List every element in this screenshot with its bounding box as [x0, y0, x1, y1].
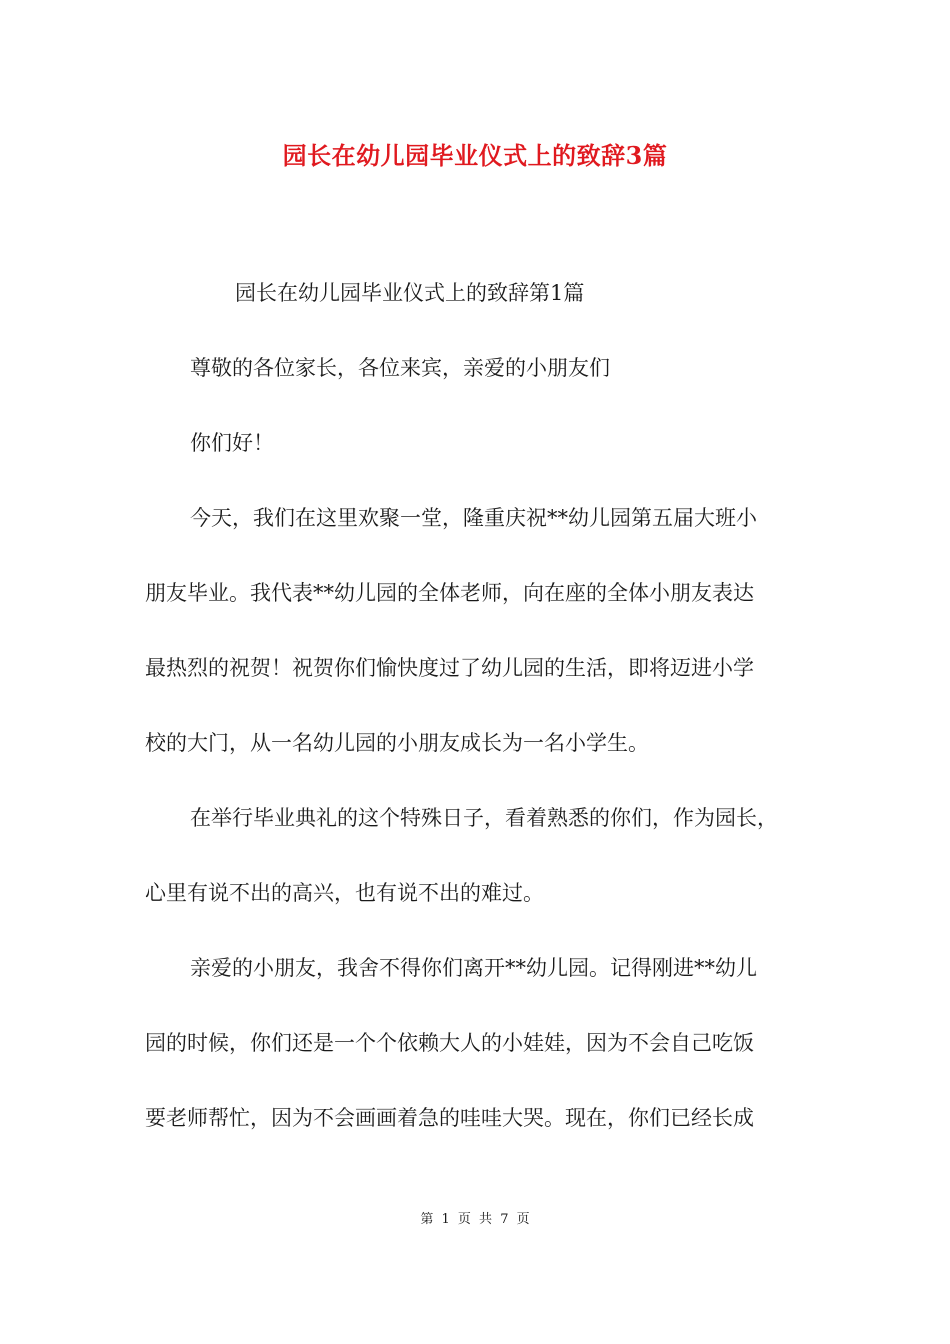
- paragraph-line: 心里有说不出的高兴，也有说不出的难过。: [145, 881, 544, 905]
- salutation: 尊敬的各位家长，各位来宾，亲爱的小朋友们: [190, 356, 610, 380]
- document-title: 园长在幼儿园毕业仪式上的致辞3篇: [282, 141, 668, 170]
- paragraph-line: 亲爱的小朋友，我舍不得你们离开**幼儿园。记得刚进**幼儿: [190, 956, 757, 980]
- paragraph-line: 校的大门，从一名幼儿园的小朋友成长为一名小学生。: [145, 731, 649, 755]
- greeting: 你们好！: [190, 431, 274, 455]
- paragraph-line: 最热烈的祝贺！祝贺你们愉快度过了幼儿园的生活，即将迈进小学: [145, 656, 754, 680]
- paragraph-line: 要老师帮忙，因为不会画画着急的哇哇大哭。现在，你们已经长成: [145, 1106, 754, 1130]
- paragraph-line: 园的时候，你们还是一个个依赖大人的小娃娃，因为不会自己吃饭: [145, 1031, 754, 1055]
- paragraph-line: 在举行毕业典礼的这个特殊日子，看着熟悉的你们，作为园长，: [190, 806, 778, 830]
- paragraph-line: 今天，我们在这里欢聚一堂，隆重庆祝**幼儿园第五届大班小: [190, 506, 757, 530]
- paragraph-line: 朋友毕业。我代表**幼儿园的全体老师，向在座的全体小朋友表达: [145, 581, 754, 605]
- page-number-footer: 第 1 页 共 7 页: [420, 1212, 530, 1227]
- section-heading: 园长在幼儿园毕业仪式上的致辞第1篇: [235, 281, 585, 305]
